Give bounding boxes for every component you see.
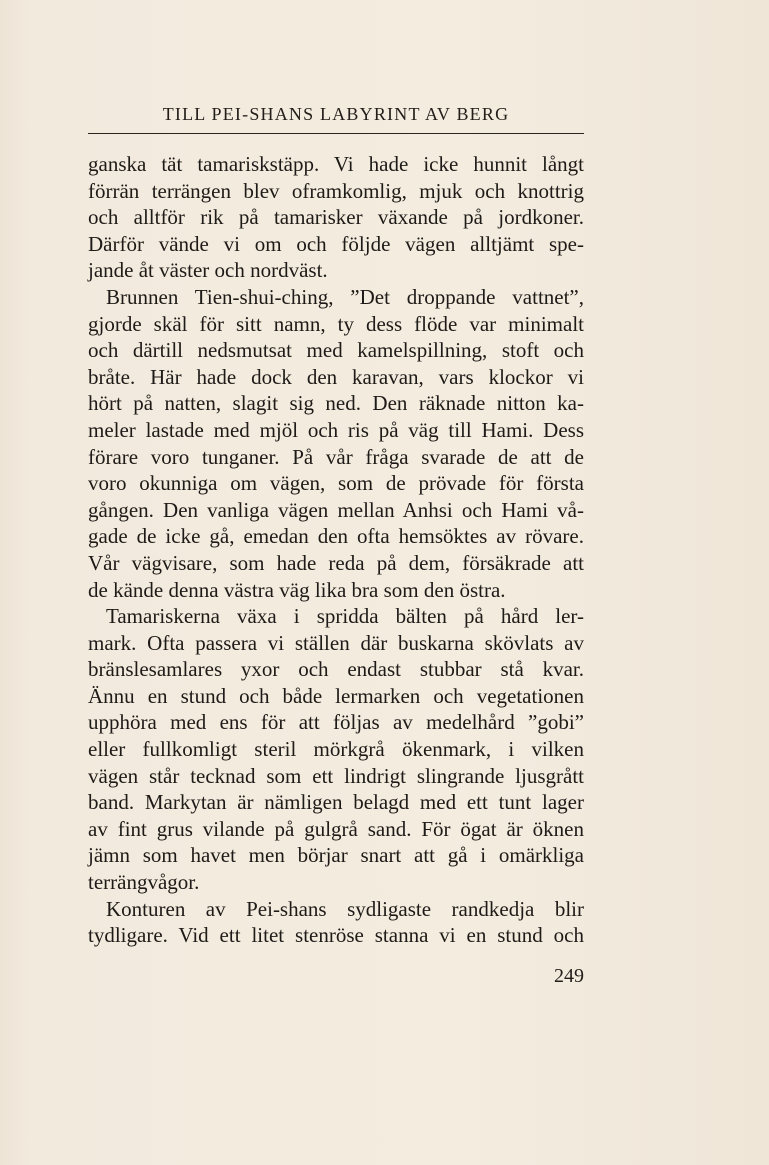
text-line: hört på natten, slagit sig ned. Den räknade nitton ka- [88,391,584,416]
header-rule [88,133,584,134]
paragraph-1 [88,151,584,284]
text-line: ganska tät tamariskstäpp. Vi hade icke hunnit långt [88,152,584,176]
text-line: terrängvågor. [88,870,200,895]
text-line: jande åt väster och nordväst. [88,258,328,283]
text-line: meler lastade med mjöl och ris på väg till Hami. Dess [88,417,584,442]
text-line: Tamariskerna växa i spridda bälten på hård ler- [106,604,584,629]
text-line: mark. Ofta passera vi ställen där buskarna skövlats av [88,630,584,655]
text-line: och därtill nedsmutsat med kamelspillning, stoft och [88,338,584,363]
text-line: vägen står tecknad som ett lindrigt slingrande ljusgrått [88,763,584,788]
text-line: Konturen av Pei-shans sydligaste randkedja blir [106,896,584,921]
text-line: Ännu en stund och både lermarken och vegetationen [88,683,584,708]
text-line: de kände denna västra väg lika bra som den östra. [88,577,506,602]
text-line: gången. Den vanliga vägen mellan Anhsi och Hami vå- [88,497,584,522]
text-line: band. Markytan är nämligen belagd med ett tunt lager [88,790,584,815]
text-line: Brunnen Tien-shui-ching, ”Det droppande vattnet”, [106,284,584,309]
text-line: av fint grus vilande på gulgrå sand. För ögat är öknen [88,816,584,841]
running-head: TILL PEI-SHANS LABYRINT AV BERG [162,104,510,124]
paragraph-3 [88,603,584,896]
text-line: bråte. Här hade dock den karavan, vars klockor vi [88,364,584,389]
text-line: voro okunniga om vägen, som de prövade för första [88,471,584,496]
text-line: förare voro tunganer. På vår fråga svarade de att de [88,444,584,469]
paragraph-4 [88,896,584,949]
text-line: tydligare. Vid ett litet stenröse stanna vi en stund och [88,923,584,948]
text-line: och alltför rik på tamarisker växande på jordkoner. [88,205,584,230]
body-text [88,151,584,949]
text-line: bränslesamlares yxor och endast stubbar stå kvar. [88,657,584,682]
page-number: 249 [554,965,584,987]
text-line: gade de icke gå, emedan den ofta hemsöktes av rövare. [88,524,584,549]
text-line: upphöra med ens för att följas av medelhård ”gobi” [88,710,584,735]
text-line: eller fullkomligt steril mörkgrå ökenmark, i vilken [88,737,584,762]
paragraph-2 [88,284,584,603]
text-line: jämn som havet men börjar snart att gå i omärkliga [88,843,584,868]
text-line: Därför vände vi om och följde vägen alltjämt spe- [88,231,584,256]
text-line: Vår vägvisare, som hade reda på dem, försäkrade att [88,550,584,575]
text-line: gjorde skäl för sitt namn, ty dess flöde var minimalt [88,311,584,336]
text-line: förrän terrängen blev oframkomlig, mjuk och knottrig [88,178,584,203]
